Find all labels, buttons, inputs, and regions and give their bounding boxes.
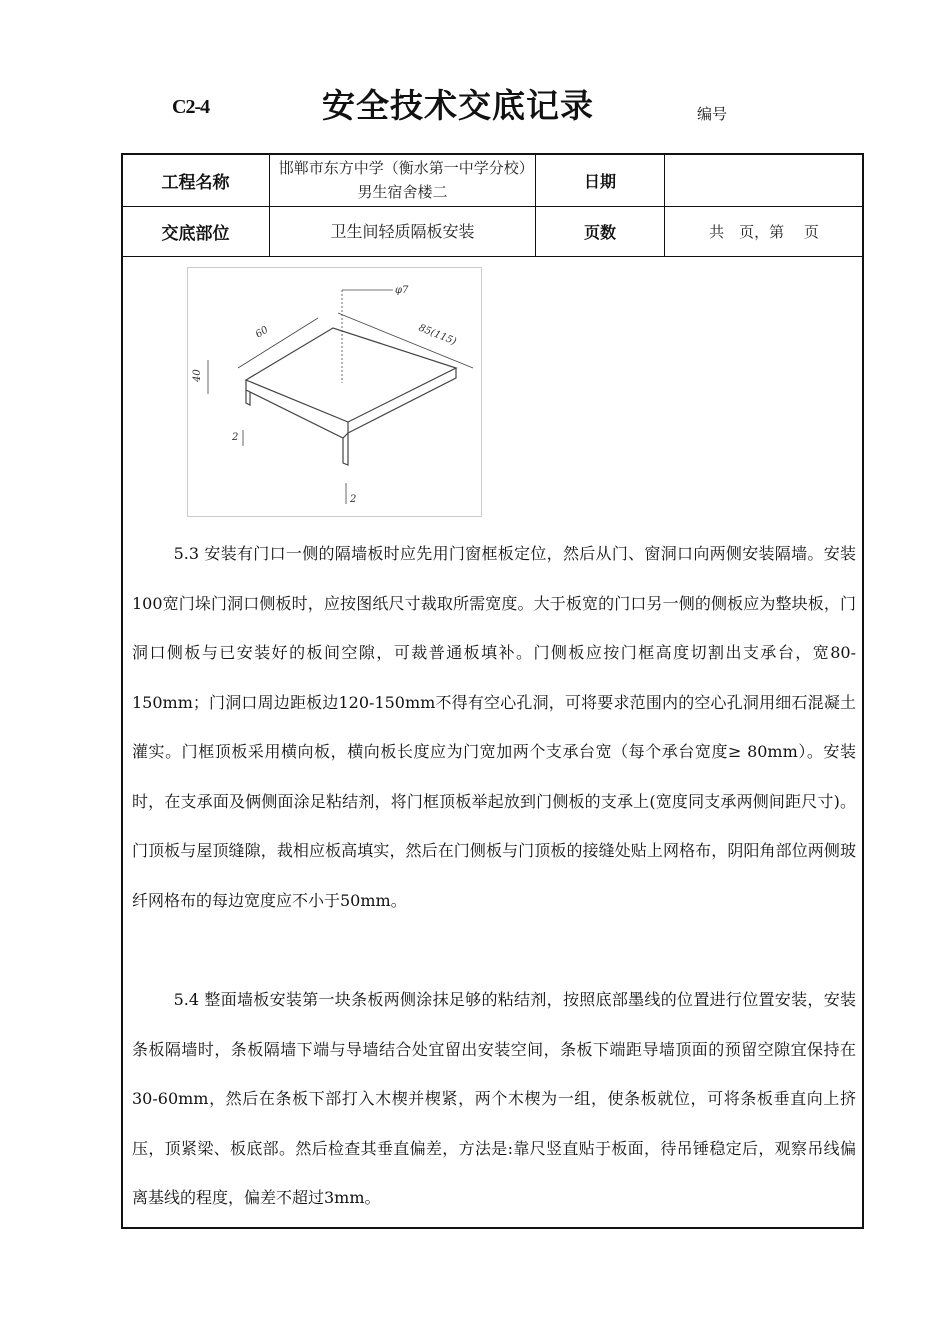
- pages-value: 共 页，第 页: [664, 206, 864, 257]
- form-code: C2-4: [172, 96, 210, 118]
- dim-thickness-left: 2: [232, 432, 239, 443]
- page-title: 安全技术交底记录: [322, 86, 594, 125]
- bracket-drawing: [187, 267, 482, 517]
- handover-part-value: 卫生间轻质隔板安装: [269, 206, 536, 257]
- serial-number-label: 编号: [697, 105, 728, 123]
- dim-length: 85(115): [416, 322, 458, 348]
- date-value: [664, 153, 864, 207]
- project-name-label: 工程名称: [121, 153, 270, 207]
- section-5-4: [132, 975, 856, 1223]
- project-name-value: 邯郸市东方中学（衡水第一中学分校）男生宿舍楼二: [269, 153, 536, 207]
- dim-diameter: φ7: [395, 285, 409, 296]
- section-5-3-text: 5.3 安装有门口一侧的隔墙板时应先用门窗框板定位，然后从门、窗洞口向两侧安装隔墙。安装100宽门垛门洞口侧板时，应按图纸尺寸裁取所需宽度。大于板宽的门口另一侧的侧板应为整块板，门洞口侧板与已安装好的板间空隙，可裁普通板填补。门侧板应按门框高度切割出支承台，宽80-150mm；门洞口周边距板边120-150mm不得有空心孔洞，可将要求范围内的空心孔洞用细石混凝土灌实。门框顶板采用横向板，横向板长度应为门宽加两个支承台宽（每个承台宽度≥ 80mm）。安装时，在支承面及俩侧面涂足粘结剂，将门框顶板举起放到门侧板的支承上(宽度同支承两侧间距尺寸)。门顶板与屋顶缝隙，裁相应板高填实，然后在门侧板与门顶板的接缝处贴上网格布，阴阳角部位两侧玻纤网格布的每边宽度应不小于50mm。: [132, 544, 856, 910]
- dim-height: 40: [192, 369, 203, 382]
- date-label: 日期: [535, 153, 665, 207]
- section-5-3: [132, 529, 856, 925]
- dim-width: 60: [253, 324, 271, 341]
- handover-part-label: 交底部位: [121, 206, 270, 257]
- pages-label: 页数: [535, 206, 665, 257]
- section-5-4-text: 5.4 整面墙板安装第一块条板两侧涂抹足够的粘结剂，按照底部墨线的位置进行位置安装，安装条板隔墙时，条板隔墙下端与导墙结合处宜留出安装空间，条板下端距导墙顶面的预留空隙宜保持在30-60mm，然后在条板下部打入木楔并楔紧，两个木楔为一组，使条板就位，可将条板垂直向上挤压，顶紧梁、板底部。然后检查其垂直偏差，方法是:靠尺竖直贴于板面，待吊锤稳定后，观察吊线偏离基线的程度，偏差不超过3mm。: [132, 990, 856, 1207]
- dim-thickness-bottom: 2: [350, 494, 357, 505]
